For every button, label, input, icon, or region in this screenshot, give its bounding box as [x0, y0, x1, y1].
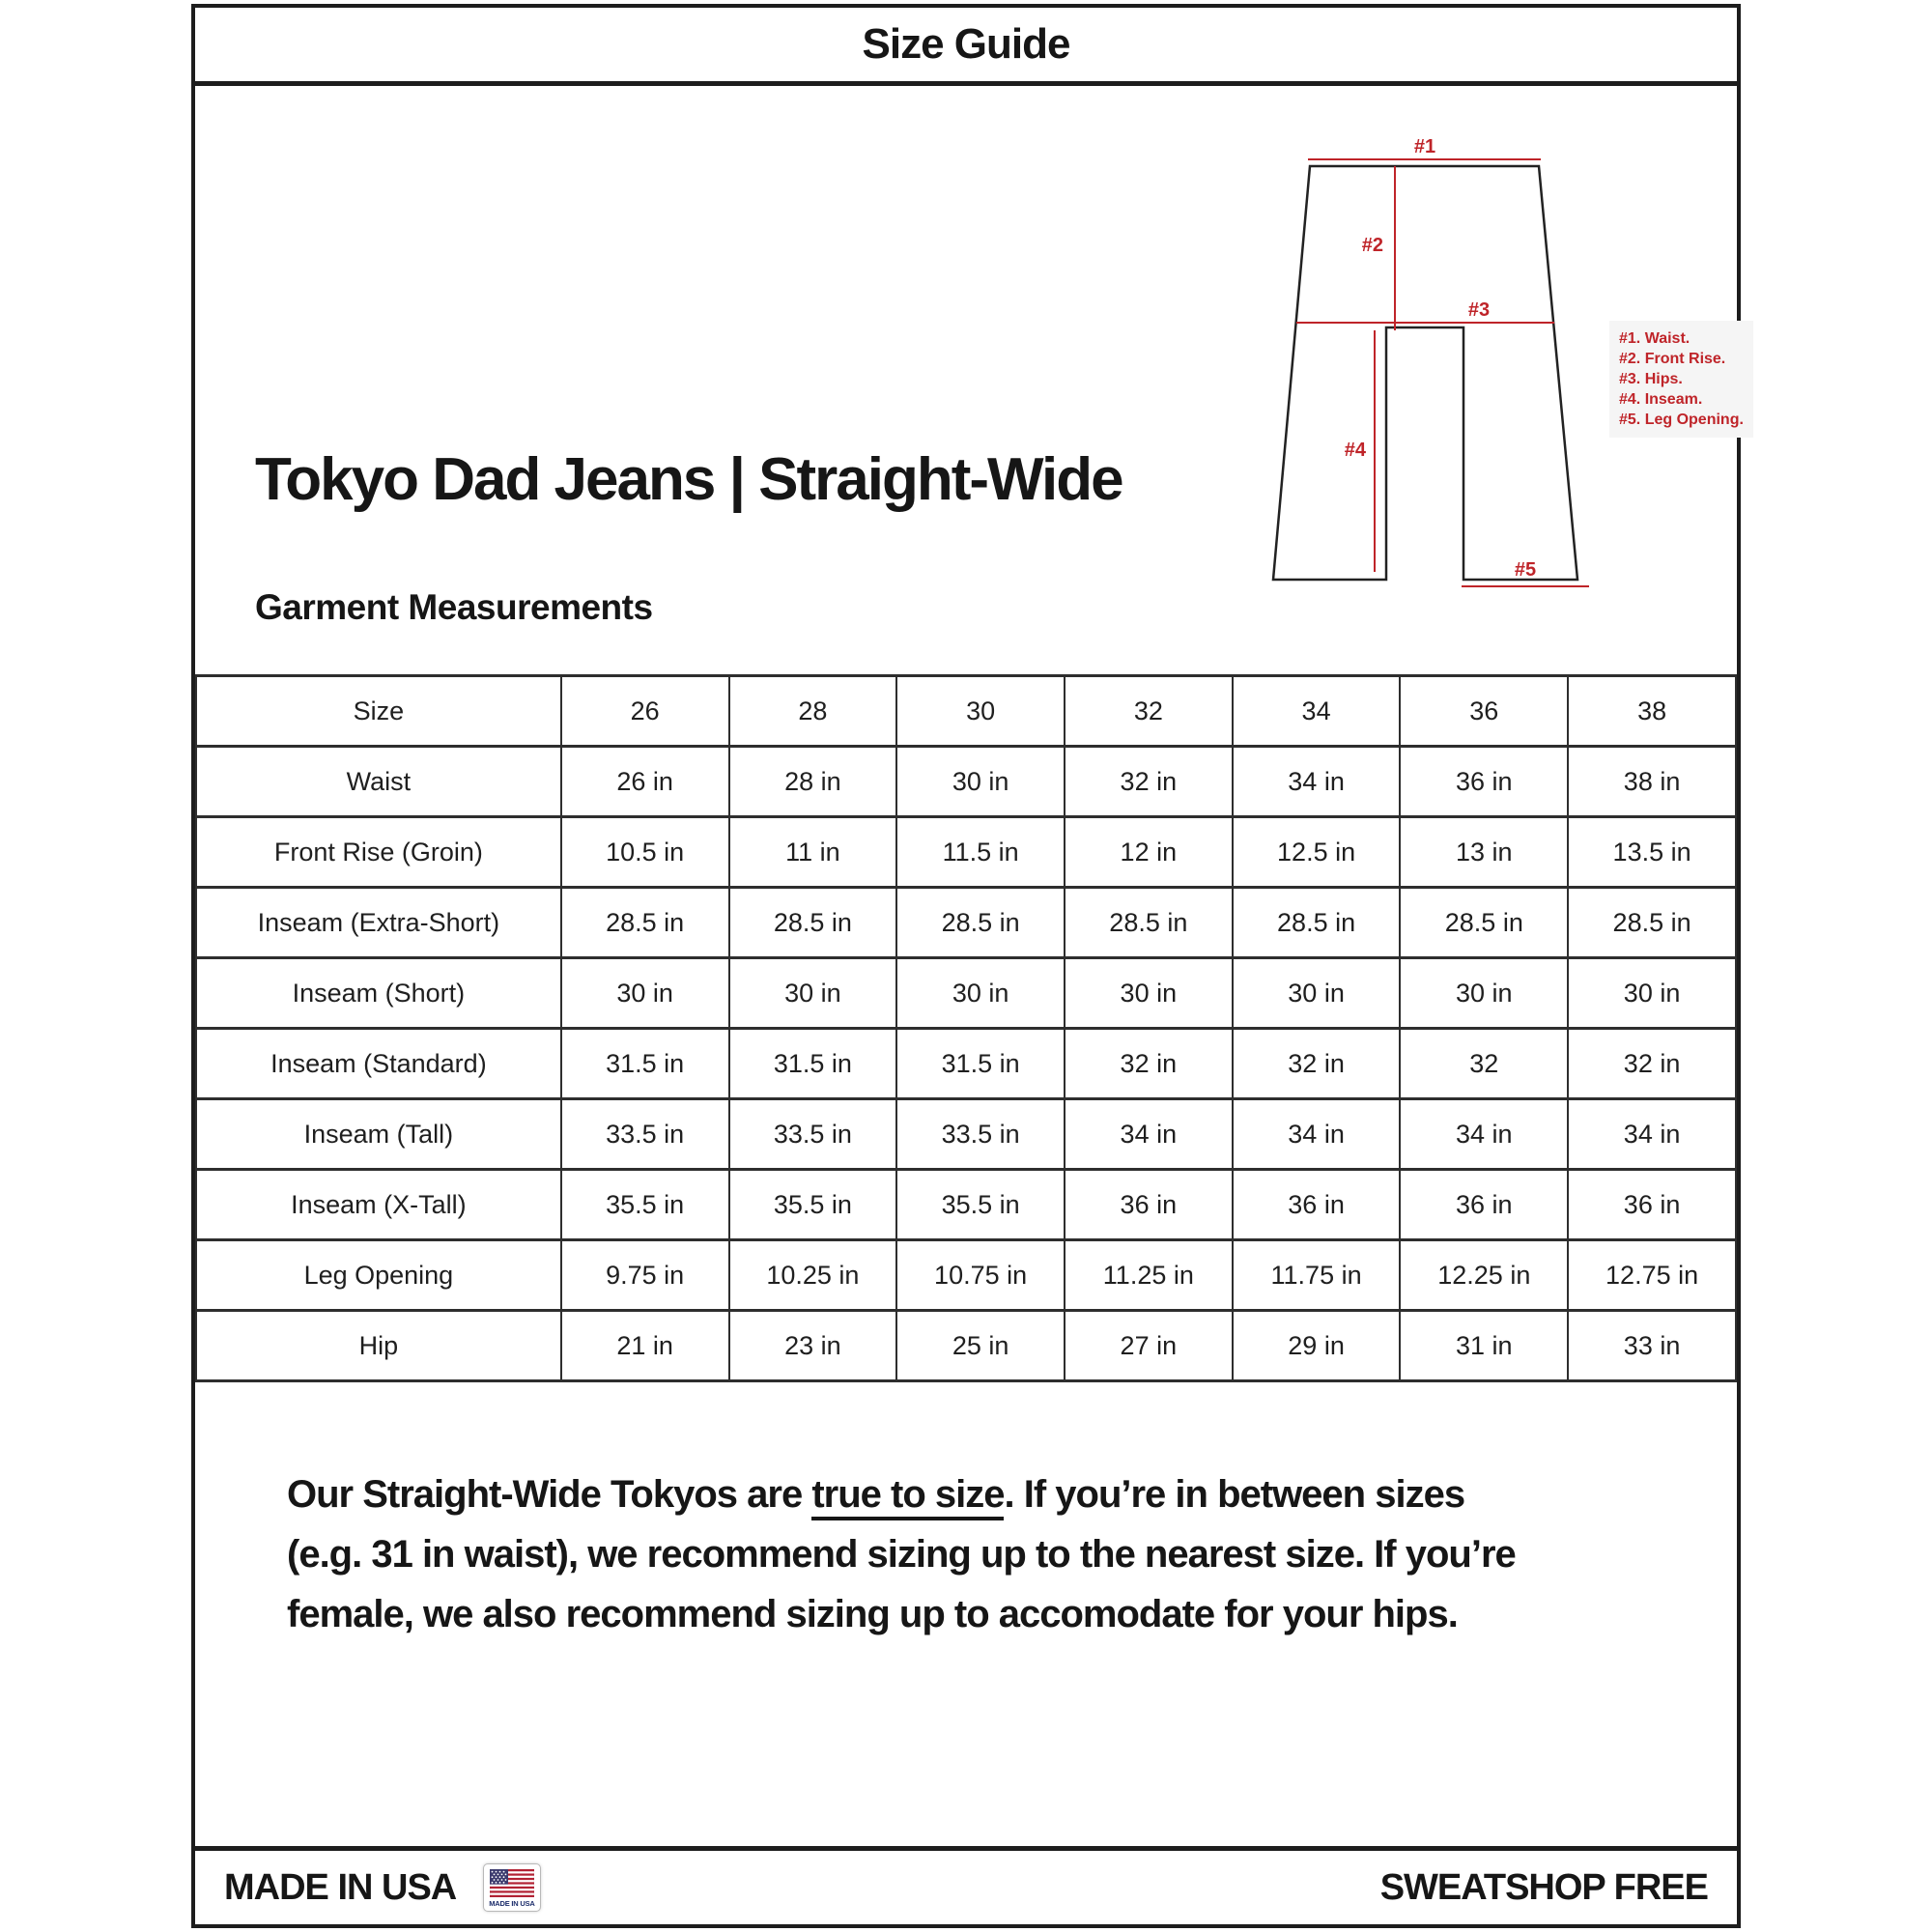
row-label: Hip [196, 1311, 561, 1381]
table-cell: 33.5 in [896, 1099, 1065, 1170]
table-cell: 10.75 in [896, 1240, 1065, 1311]
inseam-measure-label: #4 [1344, 440, 1366, 461]
row-label: Inseam (Tall) [196, 1099, 561, 1170]
table-cell: 12.25 in [1400, 1240, 1568, 1311]
size-table [195, 674, 1737, 1382]
table-cell: 12 in [1065, 817, 1233, 888]
table-cell: 33 in [1568, 1311, 1736, 1381]
table-cell: 31.5 in [729, 1029, 897, 1099]
made-in-usa-label: MADE IN USA [224, 1866, 457, 1908]
row-label: Inseam (Standard) [196, 1029, 561, 1099]
legend-item-hips: #3. Hips. [1619, 371, 1683, 387]
jeans-measurement-diagram [1254, 116, 1742, 623]
row-label: Inseam (X-Tall) [196, 1170, 561, 1240]
table-cell: 32 in [1233, 1029, 1401, 1099]
table-row [196, 888, 1736, 958]
table-cell: 13.5 in [1568, 817, 1736, 888]
table-cell: 10.5 in [561, 817, 729, 888]
flag-badge-caption: MADE IN USA [489, 1899, 535, 1908]
hips-measure-label: #3 [1467, 299, 1491, 321]
table-header-size-26: 26 [561, 676, 729, 747]
table-cell: 36 in [1233, 1170, 1401, 1240]
table-header-size-38: 38 [1568, 676, 1736, 747]
table-cell: 11.25 in [1065, 1240, 1233, 1311]
table-row [196, 747, 1736, 817]
table-cell: 33.5 in [729, 1099, 897, 1170]
footer-bar [195, 1846, 1737, 1924]
jeans-outline [1273, 166, 1577, 580]
table-cell: 21 in [561, 1311, 729, 1381]
table-header-size-34: 34 [1233, 676, 1401, 747]
row-label: Waist [196, 747, 561, 817]
legend-item-inseam: #4. Inseam. [1619, 391, 1703, 408]
table-cell: 11.75 in [1233, 1240, 1401, 1311]
table-header-size-30: 30 [896, 676, 1065, 747]
table-cell: 33.5 in [561, 1099, 729, 1170]
legend-item-waist: #1. Waist. [1619, 330, 1690, 347]
table-cell: 13 in [1400, 817, 1568, 888]
table-cell: 30 in [1568, 958, 1736, 1029]
table-header-size-36: 36 [1400, 676, 1568, 747]
table-cell: 34 in [1233, 747, 1401, 817]
table-cell: 36 in [1400, 747, 1568, 817]
table-cell: 12.5 in [1233, 817, 1401, 888]
table-cell: 32 in [1065, 747, 1233, 817]
leg-opening-measure-label: #5 [1514, 559, 1537, 581]
row-label: Inseam (Short) [196, 958, 561, 1029]
row-label: Inseam (Extra-Short) [196, 888, 561, 958]
row-label: Leg Opening [196, 1240, 561, 1311]
usa-flag-badge [483, 1863, 540, 1912]
table-cell: 30 in [896, 958, 1065, 1029]
table-cell: 34 in [1233, 1099, 1401, 1170]
table-cell: 11 in [729, 817, 897, 888]
table-header-row [196, 676, 1736, 747]
table-cell: 36 in [1065, 1170, 1233, 1240]
footer-left-group [224, 1863, 541, 1912]
table-cell: 11.5 in [896, 817, 1065, 888]
waist-measure-label: #1 [1413, 136, 1436, 157]
table-cell: 35.5 in [561, 1170, 729, 1240]
table-cell: 30 in [1233, 958, 1401, 1029]
usa-flag-icon [490, 1869, 534, 1897]
table-cell: 28.5 in [1233, 888, 1401, 958]
table-cell: 31.5 in [896, 1029, 1065, 1099]
table-cell: 30 in [1065, 958, 1233, 1029]
note-line [287, 1464, 1516, 1524]
title-bar [195, 8, 1737, 86]
note-line [287, 1524, 1516, 1584]
note-text: . If you’re in between sizes [1004, 1473, 1465, 1516]
product-title: Tokyo Dad Jeans | Straight-Wide [255, 446, 1122, 513]
table-cell: 26 in [561, 747, 729, 817]
table-cell: 38 in [1568, 747, 1736, 817]
table-cell: 23 in [729, 1311, 897, 1381]
table-header-size-28: 28 [729, 676, 897, 747]
document-frame [191, 4, 1744, 1928]
table-row [196, 958, 1736, 1029]
table-cell: 30 in [729, 958, 897, 1029]
front-rise-measure-label: #2 [1361, 235, 1383, 256]
table-row [196, 817, 1736, 888]
table-row [196, 1240, 1736, 1311]
table-cell: 36 in [1568, 1170, 1736, 1240]
table-cell: 28.5 in [1568, 888, 1736, 958]
table-row [196, 1029, 1736, 1099]
table-row [196, 1170, 1736, 1240]
table-cell: 28.5 in [729, 888, 897, 958]
table-cell: 9.75 in [561, 1240, 729, 1311]
table-cell: 35.5 in [729, 1170, 897, 1240]
table-cell: 36 in [1400, 1170, 1568, 1240]
table-cell: 25 in [896, 1311, 1065, 1381]
table-cell: 31 in [1400, 1311, 1568, 1381]
note-text: Our Straight-Wide Tokyos are [287, 1473, 812, 1516]
table-header-size: Size [196, 676, 561, 747]
table-cell: 29 in [1233, 1311, 1401, 1381]
page-title: Size Guide [862, 20, 1070, 68]
note-underlined-text: true to size [811, 1473, 1004, 1520]
table-cell: 32 in [1568, 1029, 1736, 1099]
table-header-size-32: 32 [1065, 676, 1233, 747]
legend-item-front-rise: #2. Front Rise. [1619, 351, 1726, 367]
table-cell: 28.5 in [896, 888, 1065, 958]
table-cell: 27 in [1065, 1311, 1233, 1381]
table-cell: 30 in [1400, 958, 1568, 1029]
table-cell: 10.25 in [729, 1240, 897, 1311]
legend-item-leg-opening: #5. Leg Opening. [1619, 412, 1744, 428]
table-cell: 28.5 in [1400, 888, 1568, 958]
table-cell: 28.5 in [561, 888, 729, 958]
section-heading: Garment Measurements [255, 587, 653, 627]
note-text: female, we also recommend sizing up to accomodate for your hips. [287, 1593, 1458, 1635]
jeans-outline-graphic [1254, 116, 1602, 599]
table-row [196, 1311, 1736, 1381]
table-cell: 12.75 in [1568, 1240, 1736, 1311]
fit-note [287, 1464, 1516, 1644]
table-cell: 34 in [1400, 1099, 1568, 1170]
table-cell: 30 in [561, 958, 729, 1029]
diagram-legend [1609, 321, 1753, 438]
table-cell: 28 in [729, 747, 897, 817]
note-line [287, 1584, 1516, 1644]
table-cell: 30 in [896, 747, 1065, 817]
table-row [196, 1099, 1736, 1170]
table-cell: 35.5 in [896, 1170, 1065, 1240]
table-cell: 32 [1400, 1029, 1568, 1099]
table-cell: 31.5 in [561, 1029, 729, 1099]
note-text: (e.g. 31 in waist), we recommend sizing up to the nearest size. If you’re [287, 1533, 1516, 1576]
table-cell: 28.5 in [1065, 888, 1233, 958]
sweatshop-free-label: SWEATSHOP FREE [1379, 1866, 1708, 1908]
table-cell: 34 in [1065, 1099, 1233, 1170]
table-cell: 34 in [1568, 1099, 1736, 1170]
row-label: Front Rise (Groin) [196, 817, 561, 888]
table-cell: 32 in [1065, 1029, 1233, 1099]
